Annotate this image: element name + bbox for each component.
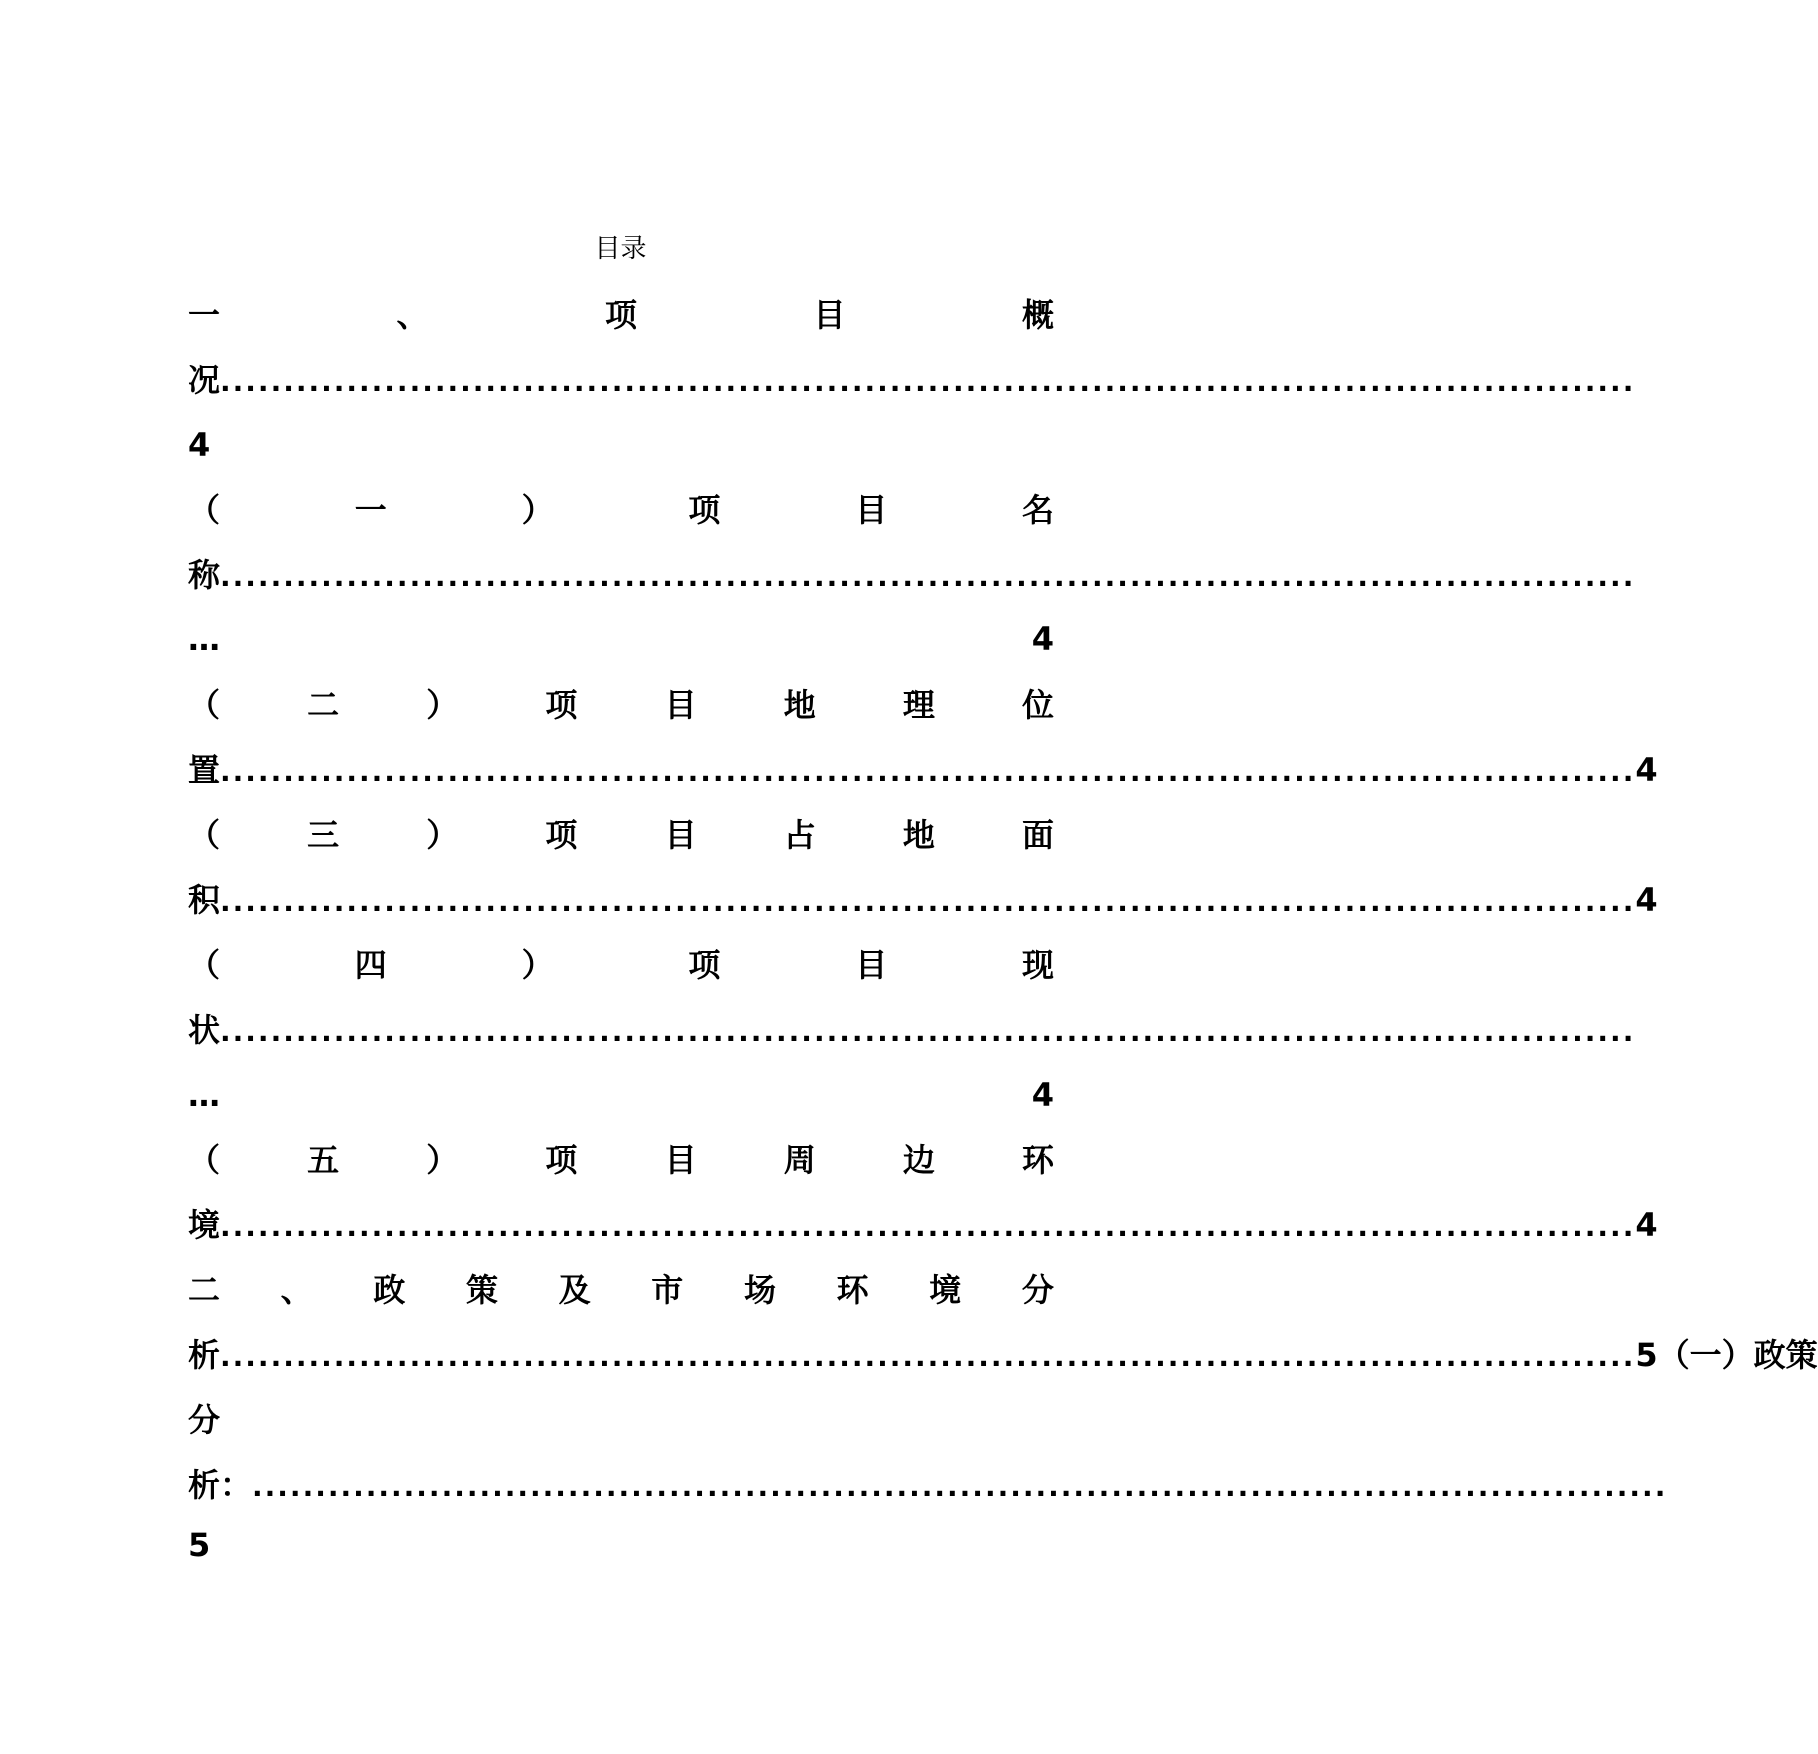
toc-entry-continuation: 称 (188, 556, 221, 594)
toc-char: 目 (664, 816, 697, 854)
toc-entry-2-line-2 (188, 550, 1636, 600)
toc-entry-tail: … (188, 620, 220, 658)
toc-char: 目 (664, 686, 697, 724)
toc-char: 地 (783, 686, 816, 724)
toc-entry-page: 4 (1031, 620, 1054, 658)
toc-entry-page: 4 (1635, 881, 1658, 919)
toc-char: 五 (307, 1141, 340, 1179)
toc-char: ） (521, 491, 554, 529)
toc-entry-6-line-1 (188, 1135, 1054, 1185)
toc-entry-continuation: 析： (188, 1466, 253, 1504)
dot-leader: ................................................................................................................ (220, 1210, 1636, 1243)
toc-entry-page: 4 (1635, 1206, 1658, 1244)
toc-entry-page: 4 (1031, 1076, 1054, 1114)
toc-char: 面 (1021, 816, 1054, 854)
toc-char: 二 (188, 1271, 221, 1309)
dot-leader: ................................................................................................................ (220, 1340, 1636, 1373)
toc-char: 项 (604, 296, 637, 334)
dot-leader: ................................................................................................................ (220, 365, 1636, 398)
toc-entry-continuation: 析 (188, 1336, 221, 1374)
toc-entry-continuation: 况 (188, 361, 221, 399)
toc-char: 边 (902, 1141, 935, 1179)
toc-entry-3-line-1 (188, 680, 1054, 730)
toc-char: 地 (902, 816, 935, 854)
toc-char: 境 (929, 1271, 962, 1309)
toc-entry-next-start: （一）政策 (1657, 1336, 1818, 1374)
toc-entry-continuation: 置 (188, 751, 221, 789)
toc-char: （ (188, 1141, 221, 1179)
dot-leader: ................................................................................................................ (220, 560, 1636, 593)
toc-entry-5-line-3 (188, 1070, 1054, 1120)
toc-char: 三 (307, 816, 340, 854)
toc-char: 环 (1021, 1141, 1054, 1179)
toc-char: 、 (280, 1271, 313, 1309)
toc-char: 项 (688, 491, 721, 529)
toc-char: 场 (743, 1271, 776, 1309)
toc-entry-8-line-2 (188, 1460, 1668, 1510)
toc-char: 项 (545, 1141, 578, 1179)
toc-entry-2-line-1 (188, 485, 1054, 535)
toc-char: 理 (902, 686, 935, 724)
toc-title: 目录 (594, 234, 647, 264)
toc-entry-4-line-2 (188, 875, 1658, 925)
dot-leader: ................................................................................................................ (252, 1470, 1668, 1503)
toc-entry-6-line-2 (188, 1200, 1658, 1250)
toc-char: 策 (465, 1271, 498, 1309)
toc-char: 概 (1021, 296, 1054, 334)
toc-char: 二 (307, 686, 340, 724)
toc-char: 目 (664, 1141, 697, 1179)
dot-leader: ................................................................................................................ (220, 1015, 1636, 1048)
dot-leader: ................................................................................................................ (220, 755, 1636, 788)
toc-char: （ (188, 686, 221, 724)
toc-entry-5-line-2 (188, 1005, 1636, 1055)
toc-char: 目 (855, 946, 888, 984)
toc-char: 一 (188, 296, 221, 334)
toc-char: 及 (558, 1271, 591, 1309)
toc-char: 项 (545, 816, 578, 854)
toc-entry-7-line-2 (188, 1330, 1818, 1380)
toc-entry-tail: … (188, 1076, 220, 1114)
toc-char: 周 (783, 1141, 816, 1179)
toc-entry-2-line-3 (188, 614, 1054, 664)
toc-entry-3-line-2 (188, 745, 1658, 795)
toc-char: 市 (651, 1271, 684, 1309)
toc-entry-1-line-2 (188, 355, 1636, 405)
dot-leader: ................................................................................................................ (220, 885, 1636, 918)
toc-char: 分 (1021, 1271, 1054, 1309)
toc-char: 一 (354, 491, 387, 529)
toc-char: （ (188, 491, 221, 529)
toc-char: （ (188, 816, 221, 854)
toc-entry-page: 4 (1635, 751, 1658, 789)
toc-char: （ (188, 946, 221, 984)
toc-entry-page: 5 (1635, 1336, 1658, 1374)
toc-char: ） (426, 1141, 459, 1179)
toc-entry-continuation: 境 (188, 1206, 221, 1244)
toc-char: 、 (396, 296, 429, 334)
toc-char: 项 (545, 686, 578, 724)
toc-entry-5-line-1 (188, 940, 1054, 990)
toc-char: 四 (354, 946, 387, 984)
toc-char: 占 (783, 816, 816, 854)
toc-entry-8-page: 5 (188, 1526, 211, 1564)
toc-char: ） (426, 816, 459, 854)
toc-char: 名 (1021, 491, 1054, 529)
toc-entry-7-line-1 (188, 1265, 1054, 1315)
toc-entry-1-page: 4 (188, 426, 211, 464)
toc-char: 目 (855, 491, 888, 529)
toc-char: 位 (1021, 686, 1054, 724)
toc-char: 政 (373, 1271, 406, 1309)
toc-entry-continuation: 状 (188, 1011, 221, 1049)
toc-entry-1-line-1 (188, 290, 1054, 340)
toc-char: 目 (813, 296, 846, 334)
toc-entry-continuation: 积 (188, 881, 221, 919)
toc-entry-4-line-1 (188, 810, 1054, 860)
toc-char: ） (426, 686, 459, 724)
toc-char: 环 (836, 1271, 869, 1309)
toc-char: ） (521, 946, 554, 984)
toc-char: 现 (1021, 946, 1054, 984)
toc-entry-8-line-1: 分 (188, 1401, 221, 1439)
toc-char: 项 (688, 946, 721, 984)
